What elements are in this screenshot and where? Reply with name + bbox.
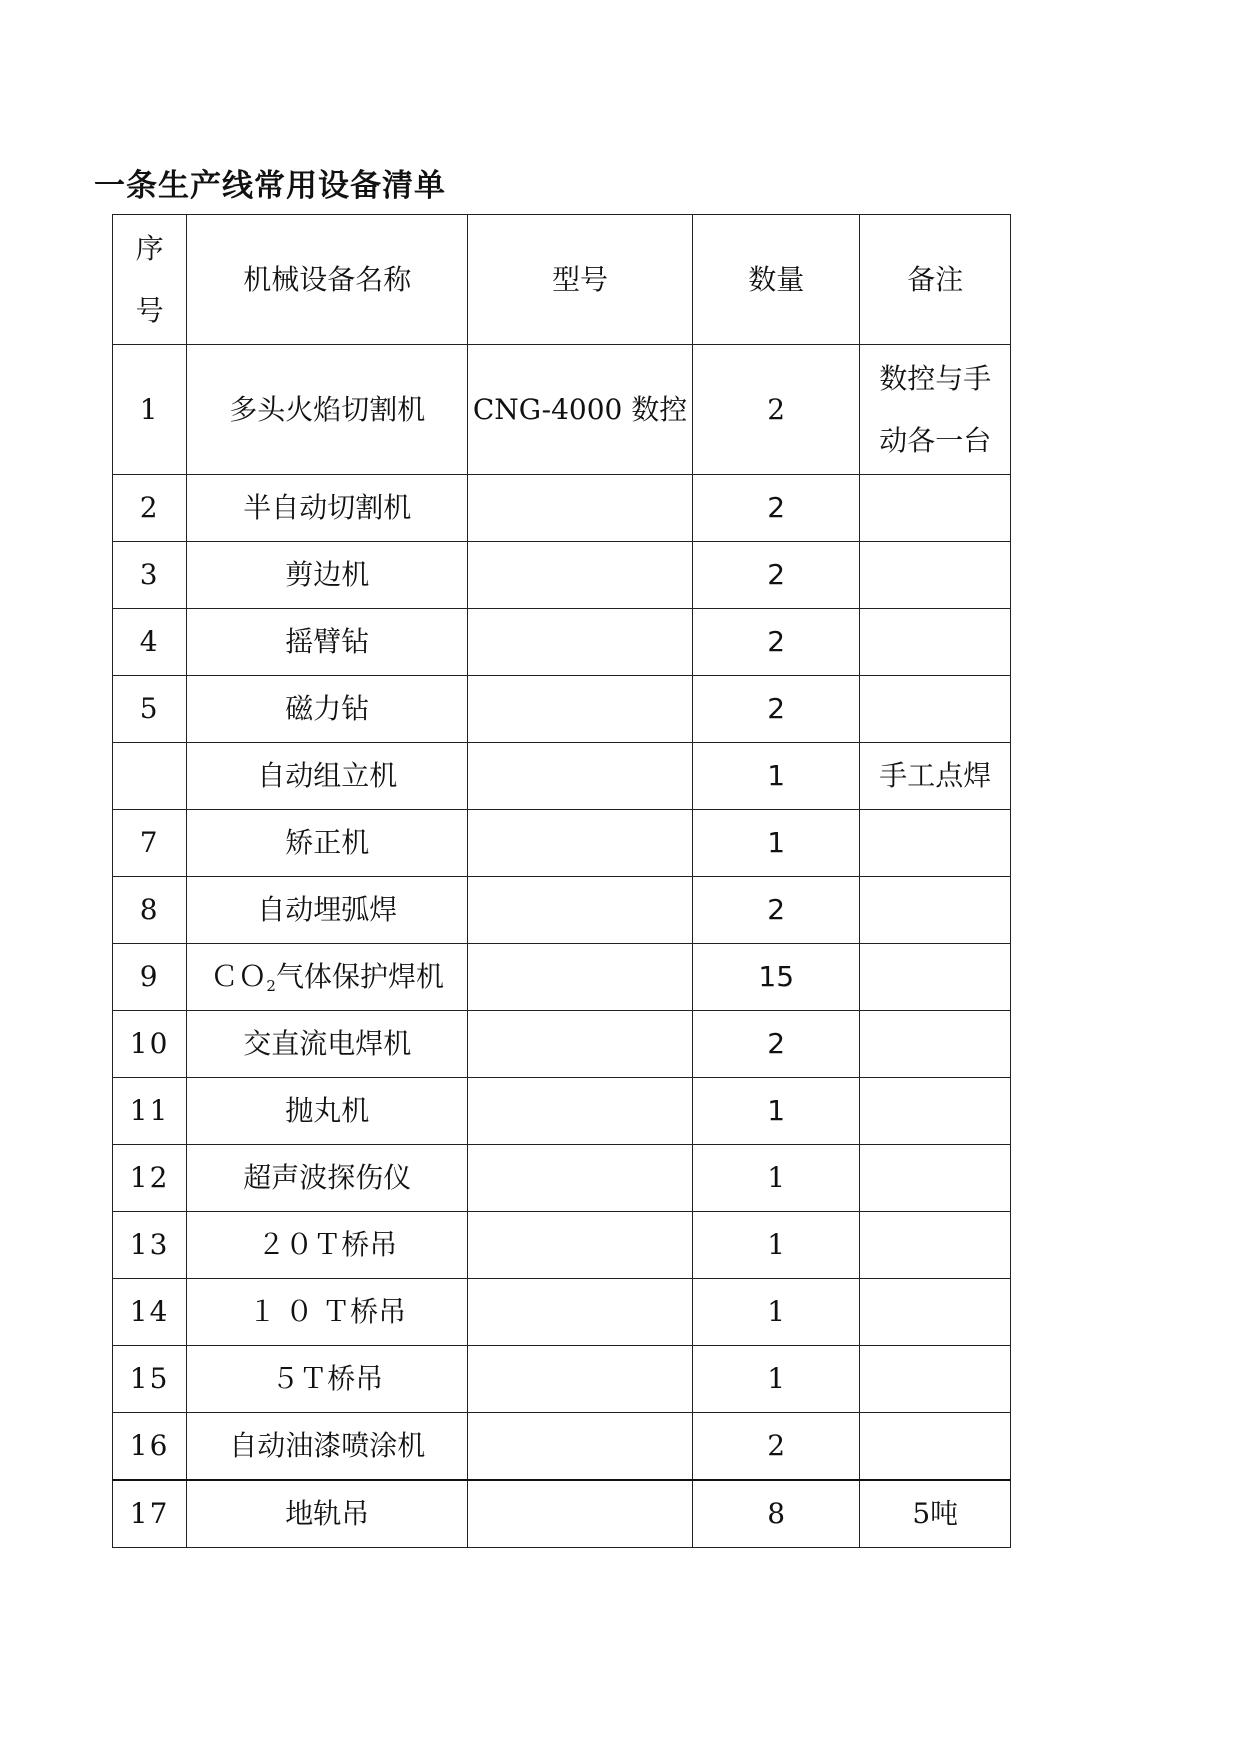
row-model [468,743,693,810]
row-qty: 2 [692,542,860,609]
row-model [468,475,693,542]
row-name: ５Ｔ桥吊 [187,1346,468,1413]
co2-subscript: 2 [266,977,276,996]
table-row [113,542,1011,609]
row-note [860,676,1011,743]
table-row [113,1078,1011,1145]
row-note [860,542,1011,609]
row-qty: 2 [692,1011,860,1078]
row-model [468,944,693,1011]
header-qty: 数量 [692,215,860,345]
row-name: ２０Ｔ桥吊 [187,1212,468,1279]
row-note [860,1212,1011,1279]
row-note [860,877,1011,944]
row-note [860,1145,1011,1212]
table-row [113,1145,1011,1212]
row-name: 自动埋弧焊 [187,877,468,944]
row-note [860,1346,1011,1413]
row-seq: 15 [113,1346,187,1413]
table-header-row [113,215,1011,345]
row-name: 矫正机 [187,810,468,877]
row-name: １ ０ Ｔ桥吊 [187,1279,468,1346]
row-qty: 1 [692,1212,860,1279]
row-model [468,1011,693,1078]
table-row [113,743,1011,810]
row-qty: 2 [692,475,860,542]
row-name: 交直流电焊机 [187,1011,468,1078]
header-seq: 序号 [113,215,187,345]
table-row [113,1011,1011,1078]
row-name: 抛丸机 [187,1078,468,1145]
row-seq: 1 [113,345,187,475]
row-name: 剪边机 [187,542,468,609]
table-row [113,676,1011,743]
row-qty: 1 [692,1078,860,1145]
row-name: 多头火焰切割机 [187,345,468,475]
row-seq: 12 [113,1145,187,1212]
row-model [468,1078,693,1145]
row-note: 5吨 [860,1480,1011,1548]
row-model [468,676,693,743]
table-row [113,1480,1011,1548]
row-model [468,1413,693,1481]
header-name: 机械设备名称 [187,215,468,345]
row-note [860,1279,1011,1346]
row-model [468,1145,693,1212]
row-qty: 1 [692,1346,860,1413]
row-name: 自动组立机 [187,743,468,810]
row-model [468,877,693,944]
row-name: 磁力钻 [187,676,468,743]
table-row [113,944,1011,1011]
row-seq: 13 [113,1212,187,1279]
row-model [468,609,693,676]
header-note: 备注 [860,215,1011,345]
row-qty: 2 [692,609,860,676]
document-title: 一条生产线常用设备清单 [94,168,446,204]
row-seq: 8 [113,877,187,944]
table-row [113,1279,1011,1346]
row-model: CNG-4000 数控 [468,345,693,475]
table-row [113,1212,1011,1279]
row-note [860,475,1011,542]
row-model [468,1480,693,1548]
row-note [860,1078,1011,1145]
table-row [113,877,1011,944]
row-seq: 17 [113,1480,187,1548]
row-name [187,944,468,1011]
table-row [113,1346,1011,1413]
header-model: 型号 [468,215,693,345]
row-seq: 4 [113,609,187,676]
row-model [468,542,693,609]
row-note: 手工点焊 [860,743,1011,810]
row-seq [113,743,187,810]
row-note: 数控与手动各一台 [860,345,1011,475]
row-qty: 1 [692,1145,860,1212]
table-row [113,810,1011,877]
row-model [468,1346,693,1413]
row-name: 半自动切割机 [187,475,468,542]
row-qty: 2 [692,877,860,944]
row-qty: 1 [692,743,860,810]
row-model [468,810,693,877]
row-qty: 1 [692,1279,860,1346]
row-seq: 2 [113,475,187,542]
row-seq: 7 [113,810,187,877]
row-seq: 3 [113,542,187,609]
row-seq: 16 [113,1413,187,1481]
co2-suffix: 气体保护焊机 [275,960,444,994]
row-qty: 2 [692,345,860,475]
row-model [468,1279,693,1346]
row-qty: 2 [692,676,860,743]
row-qty: 8 [692,1480,860,1548]
row-note [860,1011,1011,1078]
row-qty: 2 [692,1413,860,1481]
row-name: 摇臂钻 [187,609,468,676]
row-seq: 9 [113,944,187,1011]
table-row [113,345,1011,475]
row-note [860,810,1011,877]
row-name: 自动油漆喷涂机 [187,1413,468,1481]
row-note [860,1413,1011,1481]
co2-prefix: ＣＯ [210,960,267,994]
row-qty: 1 [692,810,860,877]
row-name: 地轨吊 [187,1480,468,1548]
row-seq: 10 [113,1011,187,1078]
row-model [468,1212,693,1279]
row-seq: 14 [113,1279,187,1346]
row-qty: 15 [692,944,860,1011]
row-seq: 11 [113,1078,187,1145]
table-row [113,609,1011,676]
table-row [113,475,1011,542]
table-row [113,1413,1011,1481]
row-name: 超声波探伤仪 [187,1145,468,1212]
equipment-table [112,214,1011,1548]
row-note [860,609,1011,676]
row-seq: 5 [113,676,187,743]
row-note [860,944,1011,1011]
